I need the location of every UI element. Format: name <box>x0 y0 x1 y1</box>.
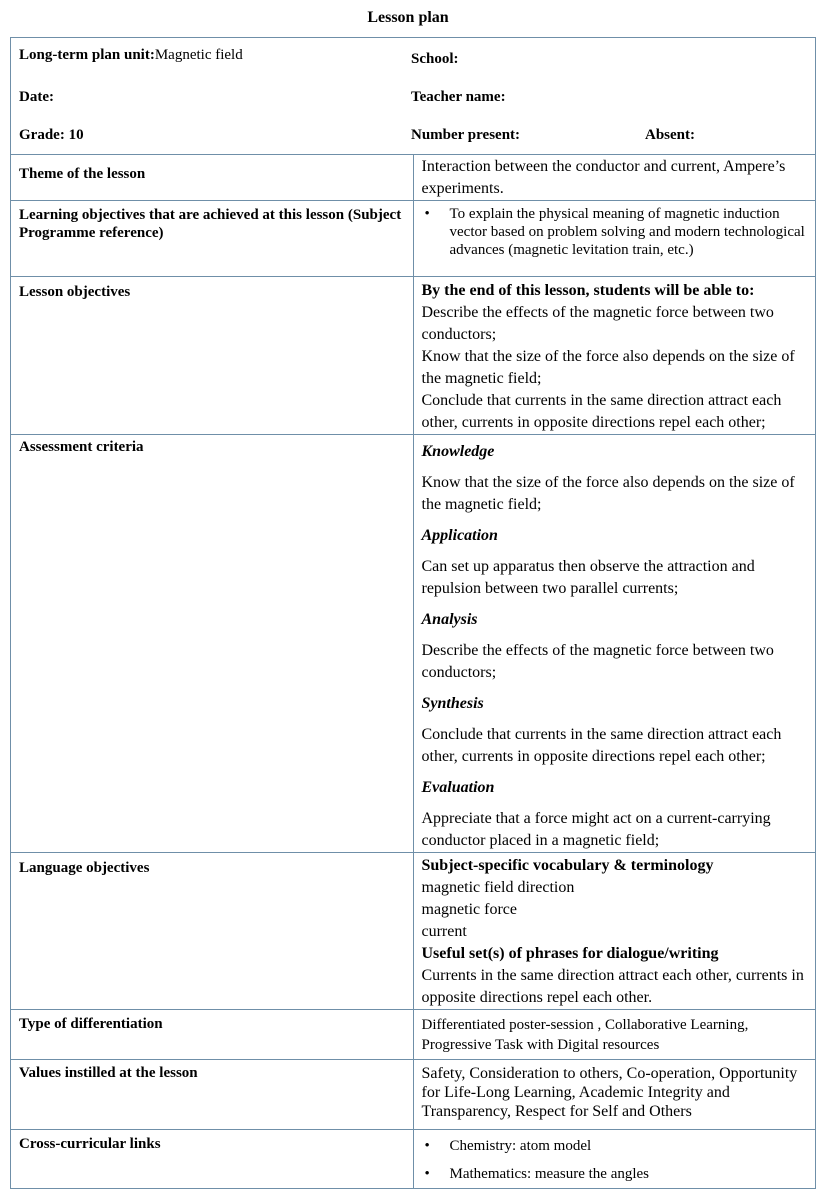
vocab-item: magnetic force <box>421 901 517 918</box>
assessment-text-application: Can set up apparatus then observe the attraction and repulsion between two parallel currents; <box>421 558 755 597</box>
learning-objectives-row <box>11 201 816 277</box>
values-value: Safety, Consideration to others, Co-operation, Opportunity for Life-Long Learning, Academic Integrity and Transparency, Respect for Self and Others <box>421 1065 798 1120</box>
assessment-heading-analysis: Analysis <box>421 611 478 628</box>
cross-curricular-label: Cross-curricular links <box>19 1136 161 1152</box>
values-row <box>11 1060 816 1130</box>
phrases-text: Currents in the same direction attract each other, currents in opposite directions repel each other. <box>421 967 804 1006</box>
theme-value: Interaction between the conductor and current, Ampere’s experiments. <box>421 158 786 197</box>
lesson-objectives-row <box>11 277 816 435</box>
theme-label: Theme of the lesson <box>19 166 146 182</box>
values-label: Values instilled at the lesson <box>19 1065 198 1081</box>
assessment-text-analysis: Describe the effects of the magnetic force between two conductors; <box>421 642 774 681</box>
lesson-objective-line: Conclude that currents in the same direction attract each other, currents in opposite directions repel each other; <box>421 392 782 431</box>
phrases-heading: Useful set(s) of phrases for dialogue/writing <box>421 945 719 962</box>
learning-objectives-label: Learning objectives that are achieved at this lesson (Subject Programme reference) <box>19 207 402 241</box>
teacher-label: Teacher name: <box>411 89 506 105</box>
cross-link-item: • Mathematics: measure the angles <box>422 1165 816 1183</box>
grade-label: Grade: 10 <box>19 127 84 143</box>
differentiation-label: Type of differentiation <box>19 1016 163 1032</box>
assessment-heading-application: Application <box>421 527 498 544</box>
cross-curricular-row <box>11 1130 816 1189</box>
page-title: Lesson plan <box>367 9 449 26</box>
cross-link-item: • Chemistry: atom model <box>422 1137 816 1155</box>
vocab-heading: Subject-specific vocabulary & terminology <box>421 857 714 874</box>
theme-row <box>11 155 816 201</box>
unit-value: Magnetic field <box>154 47 243 63</box>
assessment-text-synthesis: Conclude that currents in the same direction attract each other, currents in opposite directions repel each other; <box>421 726 782 765</box>
lesson-objectives-heading: By the end of this lesson, students will be able to: <box>421 282 755 299</box>
vocab-item: current <box>421 923 467 940</box>
language-objectives-row <box>11 853 816 1010</box>
assessment-text-knowledge: Know that the size of the force also depends on the size of the magnetic field; <box>421 474 795 513</box>
number-present-label: Number present: <box>411 127 521 143</box>
learning-objective-item: • To explain the physical meaning of magnetic induction vector based on problem solving and modern technological advances (magnetic levitation train, etc.) <box>422 205 816 259</box>
assessment-row <box>11 435 816 853</box>
assessment-heading-evaluation: Evaluation <box>421 779 495 796</box>
differentiation-row <box>11 1010 816 1060</box>
unit-label: Long-term plan unit: <box>19 47 155 63</box>
assessment-label: Assessment criteria <box>19 439 144 455</box>
vocab-item: magnetic field direction <box>421 879 575 896</box>
header-row <box>11 38 816 155</box>
date-label: Date: <box>19 89 54 105</box>
lesson-objective-line: Describe the effects of the magnetic force between two conductors; <box>421 304 774 343</box>
differentiation-value: Differentiated poster-session , Collaborative Learning, Progressive Task with Digital resources <box>421 1017 749 1053</box>
lesson-objectives-label: Lesson objectives <box>19 284 131 300</box>
language-objectives-label: Language objectives <box>19 860 150 876</box>
assessment-text-evaluation: Appreciate that a force might act on a current-carrying conductor placed in a magnetic field; <box>421 810 771 849</box>
header-block <box>11 38 815 154</box>
assessment-heading-knowledge: Knowledge <box>421 443 495 460</box>
school-label: School: <box>411 51 459 67</box>
lesson-plan-table <box>10 37 816 1189</box>
lesson-objective-line: Know that the size of the force also depends on the size of the magnetic field; <box>421 348 795 387</box>
assessment-heading-synthesis: Synthesis <box>421 695 484 712</box>
absent-label: Absent: <box>645 127 696 143</box>
unit-field <box>19 47 243 64</box>
